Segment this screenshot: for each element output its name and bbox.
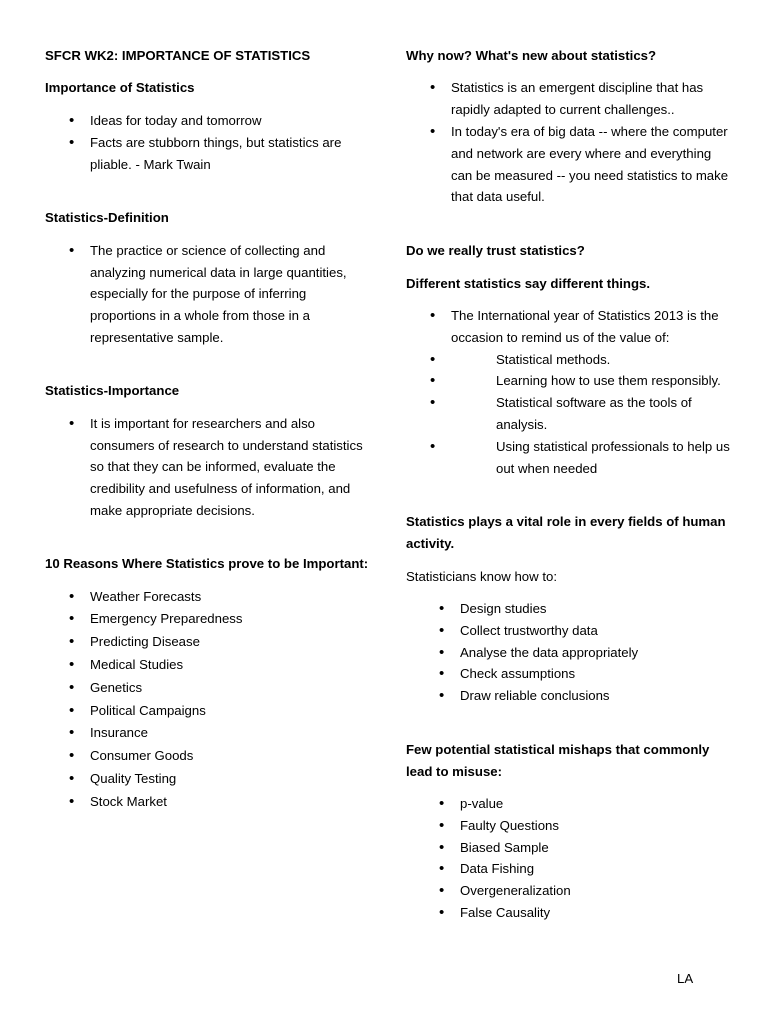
section-vital-role <box>406 511 731 707</box>
section-intro: Statisticians know how to: <box>406 568 557 584</box>
list-item: • In today's era of big data -- where the computer and network are every where and everything can be measured -- you need statistics to make that data useful. <box>451 121 731 208</box>
section-statistics-importance <box>45 380 370 521</box>
list-item <box>451 305 731 479</box>
list-item: • Statistics is an emergent discipline that has rapidly adapted to current challenges.. <box>451 77 731 121</box>
list-item: • Ideas for today and tomorrow <box>90 110 370 132</box>
bullet-list <box>45 586 370 814</box>
list-item: • Check assumptions <box>460 663 731 685</box>
bullet-list <box>406 77 731 208</box>
section-heading: Statistics-Definition <box>45 210 169 226</box>
section-heading: Do we really trust statistics? <box>406 243 585 259</box>
list-item: • Data Fishing <box>460 858 731 880</box>
section-trust-statistics <box>406 240 731 479</box>
section-heading: Why now? What's new about statistics? <box>406 48 657 63</box>
list-item: • Weather Forecasts <box>90 586 370 609</box>
section-heading: 10 Reasons Where Statistics prove to be Important: <box>45 556 369 572</box>
right-column <box>406 45 731 924</box>
section-statistics-definition <box>45 207 370 348</box>
list-item: • Faulty Questions <box>460 815 731 837</box>
left-column <box>45 45 370 814</box>
list-item: • Predicting Disease <box>90 631 370 654</box>
section-ten-reasons <box>45 553 370 813</box>
section-heading: Importance of Statistics <box>45 80 195 96</box>
list-item: • False Causality <box>460 902 731 924</box>
list-item: • Quality Testing <box>90 768 370 791</box>
bullet-list <box>45 110 370 176</box>
section-why-now <box>406 45 731 208</box>
list-item-text: The International year of Statistics 2013 is the occasion to remind us of the value of: <box>451 307 719 345</box>
list-item: • Biased Sample <box>460 837 731 859</box>
list-item: • Stock Market <box>90 791 370 814</box>
list-item: • p-value <box>460 793 731 815</box>
list-item: • Draw reliable conclusions <box>460 685 731 707</box>
sub-list-item: • Statistical software as the tools of analysis. <box>451 392 731 436</box>
document-title: SFCR WK2: IMPORTANCE OF STATISTICS <box>45 48 311 63</box>
section-importance-of-statistics <box>45 77 370 176</box>
section-heading: Few potential statistical mishaps that commonly lead to misuse: <box>406 741 710 779</box>
sub-list-item: • Statistical methods. <box>451 349 731 371</box>
section-subheading: Different statistics say different things. <box>406 275 651 291</box>
sub-list-item: • Using statistical professionals to help us out when needed <box>451 436 731 480</box>
bullet-list <box>406 598 731 707</box>
footer-initials: LA <box>677 971 694 986</box>
sub-list-item: • Learning how to use them responsibly. <box>451 370 731 392</box>
sub-bullet-list <box>451 349 731 480</box>
bullet-list <box>406 793 731 924</box>
list-item: • Overgeneralization <box>460 880 731 902</box>
section-mishaps <box>406 739 731 924</box>
list-item: • Emergency Preparedness <box>90 608 370 631</box>
bullet-list <box>45 240 370 349</box>
bullet-list <box>45 413 370 522</box>
list-item: • Facts are stubborn things, but statistics are pliable. - Mark Twain <box>90 132 370 176</box>
list-item: • Collect trustworthy data <box>460 620 731 642</box>
list-item: • Genetics <box>90 677 370 700</box>
list-item: • The practice or science of collecting and analyzing numerical data in large quantities, especially for the purpose of inferring proportions in a whole from those in a representative sample. <box>90 240 370 349</box>
list-item: • Insurance <box>90 722 370 745</box>
bullet-list <box>406 305 731 479</box>
list-item: • It is important for researchers and also consumers of research to understand statistics so that they can be informed, evaluate the credibility and usefulness of information, and make appropriate decisions. <box>90 413 370 522</box>
list-item: • Analyse the data appropriately <box>460 642 731 664</box>
section-heading: Statistics-Importance <box>45 383 180 399</box>
section-heading: Statistics plays a vital role in every fields of human activity. <box>406 514 726 552</box>
list-item: • Political Campaigns <box>90 700 370 723</box>
list-item: • Medical Studies <box>90 654 370 677</box>
list-item: • Consumer Goods <box>90 745 370 768</box>
list-item: • Design studies <box>460 598 731 620</box>
